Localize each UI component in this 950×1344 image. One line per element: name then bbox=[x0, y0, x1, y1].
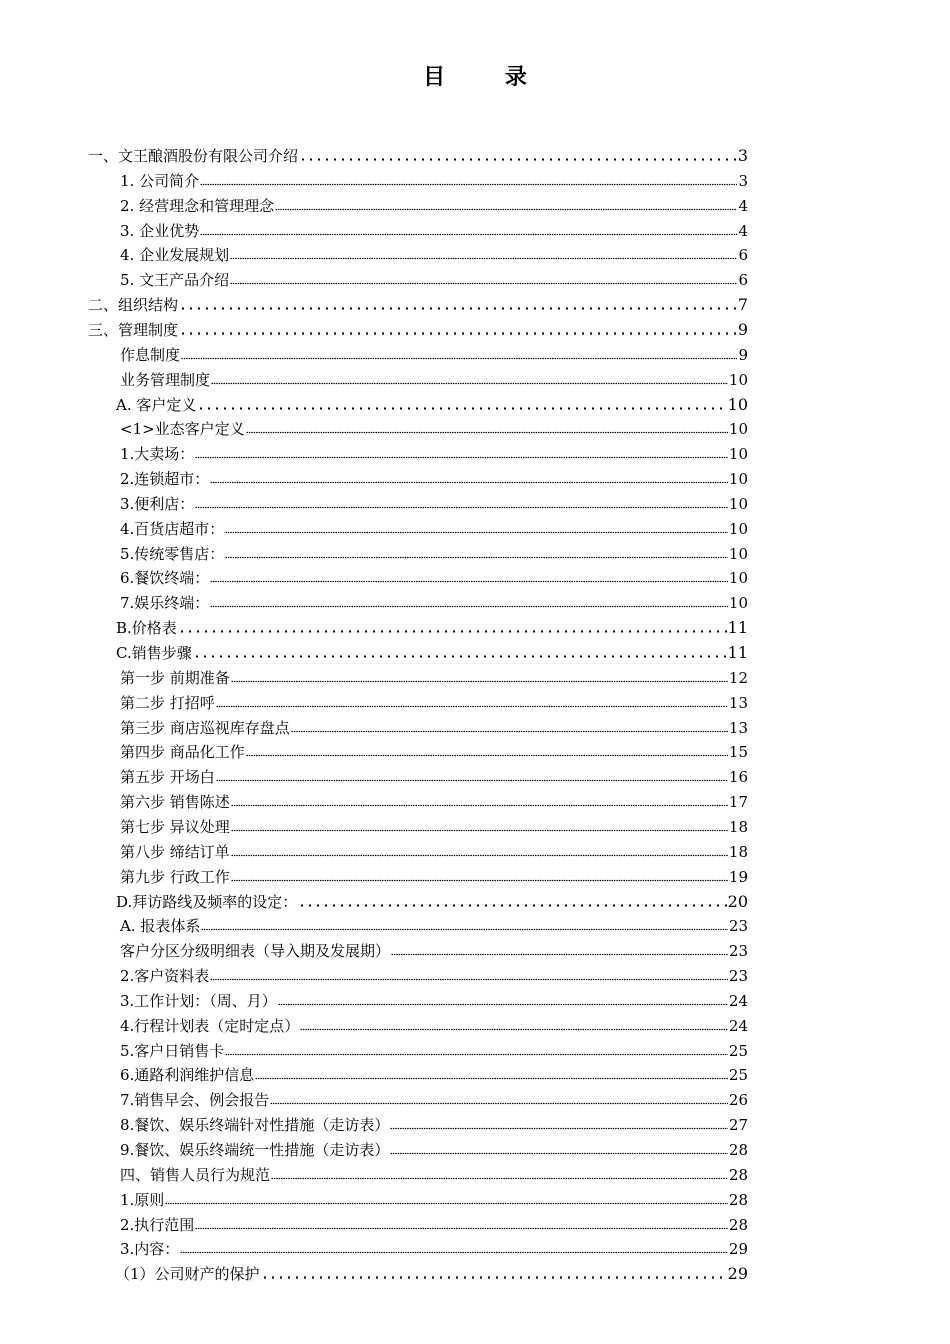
toc-entry-page-number: 28 bbox=[728, 1141, 748, 1159]
toc-entry-title: 第六步 销售陈述 bbox=[120, 793, 230, 812]
toc-entry[interactable] bbox=[120, 1185, 748, 1210]
toc-entry-page-number: 18 bbox=[728, 817, 748, 836]
toc-entry[interactable] bbox=[88, 315, 748, 340]
toc-dot-leader bbox=[300, 1028, 728, 1031]
toc-entry-title: （1）公司财产的保护 bbox=[115, 1265, 260, 1284]
toc-entry-title: 2.连锁超市： bbox=[120, 470, 210, 489]
toc-entry[interactable] bbox=[120, 539, 748, 564]
toc-entry[interactable] bbox=[120, 216, 748, 241]
toc-entry[interactable] bbox=[116, 390, 748, 415]
toc-entry[interactable] bbox=[120, 688, 748, 713]
toc-entry-title: 6.通路利润维护信息 bbox=[120, 1066, 255, 1085]
toc-dot-leader bbox=[201, 928, 728, 931]
toc-entry-page-number: 13 bbox=[728, 718, 748, 737]
toc-entry-page-number: 10 bbox=[728, 445, 748, 464]
toc-dot-leader bbox=[231, 680, 728, 683]
toc-entry-page-number: 28 bbox=[728, 1215, 748, 1234]
toc-entry-page-number: 28 bbox=[728, 1165, 748, 1184]
toc-entry[interactable] bbox=[120, 414, 748, 439]
toc-dot-leader bbox=[181, 357, 737, 360]
toc-dot-leader bbox=[200, 233, 737, 236]
toc-entry-title: 3.工作计划：（周、月） bbox=[120, 991, 277, 1010]
toc-entry-title: B.价格表 bbox=[116, 619, 177, 638]
toc-entry-title: C.销售步骤 bbox=[116, 644, 192, 662]
toc-entry[interactable] bbox=[120, 663, 748, 688]
toc-entry-page-number: 27 bbox=[728, 1116, 748, 1135]
toc-dot-leader bbox=[211, 382, 728, 385]
toc-entry-page-number: 7 bbox=[737, 295, 748, 315]
toc-entry[interactable] bbox=[120, 1060, 748, 1085]
toc-entry-title: 1.原则 bbox=[120, 1190, 165, 1209]
toc-entry-title: A. 客户定义 bbox=[116, 395, 197, 414]
toc-entry-title: 5. 文王产品介绍 bbox=[120, 271, 230, 290]
toc-entry[interactable] bbox=[120, 737, 748, 762]
toc-entry[interactable] bbox=[120, 191, 748, 216]
toc-entry-title: 第四步 商品化工作 bbox=[120, 743, 245, 762]
toc-dot-leader bbox=[216, 779, 728, 782]
toc-entry-page-number: 13 bbox=[728, 693, 748, 712]
toc-dot-leader bbox=[271, 1177, 728, 1180]
toc-dot-leader bbox=[195, 506, 728, 509]
toc-entry[interactable] bbox=[120, 340, 748, 365]
toc-entry-title: 客户分区分级明细表（导入期及发展期） bbox=[120, 942, 391, 961]
toc-dot-leader bbox=[195, 1227, 728, 1230]
toc-entry-title: 2.客户资料表 bbox=[120, 967, 210, 986]
toc-dot-leader bbox=[210, 580, 728, 583]
toc-dot-leader bbox=[179, 307, 737, 310]
toc-entry-page-number: 9 bbox=[738, 345, 748, 364]
toc-entry[interactable] bbox=[116, 887, 748, 912]
toc-entry-page-number: 11 bbox=[727, 618, 748, 638]
toc-entry-title: 5.传统零售店： bbox=[120, 544, 225, 563]
toc-entry-page-number: 23 bbox=[728, 917, 748, 936]
toc-entry[interactable] bbox=[88, 290, 748, 315]
toc-entry-title: 4.百货店超市： bbox=[120, 519, 225, 538]
toc-entry[interactable] bbox=[120, 812, 748, 837]
toc-dot-leader bbox=[165, 1202, 728, 1205]
toc-entry-title: 1. 公司简介 bbox=[120, 171, 200, 190]
toc-dot-leader bbox=[179, 332, 737, 335]
toc-entry-page-number: 20 bbox=[727, 891, 748, 911]
toc-dot-leader bbox=[275, 208, 737, 211]
toc-entry-page-number: 25 bbox=[728, 1041, 748, 1060]
toc-dot-leader bbox=[390, 1127, 728, 1130]
toc-entry-title: 业务管理制度 bbox=[120, 370, 211, 389]
toc-dot-leader bbox=[197, 407, 726, 410]
toc-entry-page-number: 4 bbox=[738, 221, 748, 240]
toc-entry-title: 第二步 打招呼 bbox=[120, 693, 215, 712]
toc-dot-leader bbox=[195, 456, 728, 459]
toc-entry-page-number: 6 bbox=[738, 246, 748, 265]
toc-entry[interactable] bbox=[120, 514, 748, 539]
toc-entry-page-number: 11 bbox=[727, 643, 748, 662]
toc-entry-title: 四、销售人员行为规范 bbox=[120, 1165, 271, 1184]
toc-dot-leader bbox=[231, 854, 728, 857]
toc-entry-title: 2.执行范围 bbox=[120, 1215, 195, 1234]
toc-entry-page-number: 23 bbox=[728, 967, 748, 986]
toc-dot-leader bbox=[390, 1152, 728, 1155]
toc-dot-leader bbox=[246, 754, 728, 757]
toc-entry[interactable] bbox=[120, 439, 748, 464]
toc-entry-page-number: 4 bbox=[738, 196, 748, 215]
toc-entry-title: 2. 经营理念和管理理念 bbox=[120, 196, 275, 215]
toc-dot-leader bbox=[278, 1003, 728, 1006]
toc-entry[interactable] bbox=[120, 911, 748, 936]
toc-dot-leader bbox=[270, 1102, 728, 1105]
toc-entry-title: <1>业态客户定义 bbox=[120, 420, 245, 439]
toc-entry[interactable] bbox=[120, 1110, 748, 1135]
toc-entry-page-number: 23 bbox=[728, 942, 748, 961]
toc-entry-page-number: 6 bbox=[738, 271, 748, 290]
toc-entry-page-number: 3 bbox=[738, 171, 748, 190]
toc-entry[interactable] bbox=[120, 936, 748, 961]
toc-entry-page-number: 26 bbox=[728, 1091, 748, 1110]
toc-entry-page-number: 17 bbox=[728, 793, 748, 812]
toc-dot-leader bbox=[299, 158, 737, 161]
toc-entry-page-number: 24 bbox=[728, 991, 748, 1010]
toc-entry-page-number: 10 bbox=[728, 494, 748, 513]
toc-entry[interactable] bbox=[120, 713, 748, 738]
toc-entry-title: 作息制度 bbox=[120, 345, 181, 364]
toc-entry-page-number: 29 bbox=[728, 1240, 748, 1259]
toc-entry-title: 8.餐饮、娱乐终端针对性措施（走访表） bbox=[120, 1116, 390, 1135]
toc-entry-title: A. 报表体系 bbox=[120, 917, 201, 936]
toc-entry-page-number: 10 bbox=[728, 544, 748, 563]
toc-entry[interactable] bbox=[120, 862, 748, 887]
toc-dot-leader bbox=[210, 605, 728, 608]
toc-dot-leader bbox=[291, 730, 728, 733]
toc-entry[interactable] bbox=[120, 1135, 748, 1160]
toc-entry-title: 二、组织结构 bbox=[88, 296, 179, 315]
toc-dot-leader bbox=[298, 904, 726, 907]
toc-entry[interactable] bbox=[120, 265, 748, 290]
toc-entry-page-number: 10 bbox=[728, 420, 748, 439]
toc-entry-page-number: 10 bbox=[728, 470, 748, 489]
toc-entry[interactable] bbox=[120, 762, 748, 787]
toc-entry-title: 1.大卖场： bbox=[120, 445, 195, 464]
toc-dot-leader bbox=[180, 1251, 728, 1254]
toc-entry-title: 9.餐饮、娱乐终端统一性措施（走访表） bbox=[120, 1141, 390, 1159]
toc-entry[interactable] bbox=[88, 141, 748, 166]
toc-entry-title: 3. 企业优势 bbox=[120, 221, 200, 240]
toc-dot-leader bbox=[193, 655, 727, 658]
toc-entry-title: 4. 企业发展规划 bbox=[120, 246, 230, 265]
toc-entry-page-number: 29 bbox=[727, 1264, 748, 1284]
toc-entry[interactable] bbox=[120, 837, 748, 862]
toc-dot-leader bbox=[210, 978, 728, 981]
toc-dot-leader bbox=[231, 804, 728, 807]
toc-entry-title: 6.餐饮终端： bbox=[120, 569, 210, 588]
toc-entry-page-number: 10 bbox=[728, 519, 748, 538]
toc-entry[interactable] bbox=[120, 588, 748, 613]
toc-entry-title: 7.销售早会、例会报告 bbox=[120, 1091, 270, 1110]
toc-dot-leader bbox=[225, 1053, 728, 1056]
toc-entry[interactable] bbox=[120, 166, 748, 191]
toc-entry[interactable] bbox=[116, 613, 748, 638]
page-title: 目 录 bbox=[423, 65, 553, 90]
toc-entry-title: 4.行程计划表（定时定点） bbox=[120, 1016, 300, 1035]
toc-entry[interactable] bbox=[120, 464, 748, 489]
toc-entry-page-number: 10 bbox=[728, 569, 748, 588]
toc-entry-title: 第八步 缔结订单 bbox=[120, 842, 230, 861]
toc-entry[interactable] bbox=[120, 1011, 748, 1036]
toc-entry-page-number: 10 bbox=[728, 370, 748, 389]
toc-entry-title: 第九步 行政工作 bbox=[120, 867, 230, 886]
toc-dot-leader bbox=[391, 953, 728, 956]
toc-entry-page-number: 16 bbox=[728, 768, 748, 787]
toc-entry-title: D.拜访路线及频率的设定： bbox=[116, 892, 298, 911]
toc-dot-leader bbox=[231, 829, 728, 832]
toc-entry[interactable] bbox=[120, 1234, 748, 1259]
toc-entry[interactable] bbox=[120, 1160, 748, 1185]
toc-entry-page-number: 25 bbox=[728, 1066, 748, 1085]
toc-dot-leader bbox=[246, 431, 728, 434]
toc-entry-page-number: 24 bbox=[728, 1016, 748, 1035]
toc-entry-title: 5.客户日销售卡 bbox=[120, 1041, 225, 1060]
toc-entry[interactable] bbox=[120, 489, 748, 514]
toc-entry-page-number: 18 bbox=[728, 842, 748, 861]
toc-dot-leader bbox=[178, 630, 727, 633]
toc-entry[interactable] bbox=[120, 961, 748, 986]
toc-entry-title: 第一步 前期准备 bbox=[120, 668, 230, 687]
toc-dot-leader bbox=[230, 257, 737, 260]
toc-entry[interactable] bbox=[120, 1210, 748, 1235]
toc-entry-page-number: 28 bbox=[728, 1190, 748, 1209]
toc-entry-page-number: 12 bbox=[728, 668, 748, 687]
toc-entry[interactable] bbox=[120, 986, 748, 1011]
toc-entry[interactable] bbox=[115, 1259, 748, 1284]
toc-entry[interactable] bbox=[120, 240, 748, 265]
toc-dot-leader bbox=[210, 481, 728, 484]
toc-dot-leader bbox=[200, 183, 737, 186]
toc-entry[interactable] bbox=[116, 638, 748, 663]
toc-dot-leader bbox=[230, 282, 737, 285]
toc-entry-title: 7.娱乐终端： bbox=[120, 594, 210, 613]
toc-entry[interactable] bbox=[120, 563, 748, 588]
toc-dot-leader bbox=[216, 705, 728, 708]
toc-entry-title: 第三步 商店巡视库存盘点 bbox=[120, 718, 290, 737]
toc-entry-page-number: 15 bbox=[728, 743, 748, 762]
toc-dot-leader bbox=[225, 531, 728, 534]
toc-entry-title: 三、管理制度 bbox=[88, 320, 179, 339]
toc-dot-leader bbox=[261, 1276, 727, 1279]
toc-entry-title: 第五步 开场白 bbox=[120, 768, 215, 787]
toc-entry-title: 3.内容： bbox=[120, 1240, 180, 1259]
toc-entry[interactable] bbox=[120, 787, 748, 812]
toc-entry-page-number: 19 bbox=[728, 867, 748, 886]
toc-entry-page-number: 10 bbox=[727, 394, 748, 414]
toc-entry-page-number: 3 bbox=[737, 146, 748, 165]
toc-entry-title: 第七步 异议处理 bbox=[120, 817, 230, 836]
toc-entry-page-number: 10 bbox=[728, 594, 748, 613]
toc-dot-leader bbox=[255, 1077, 728, 1080]
toc-entry[interactable] bbox=[120, 1085, 748, 1110]
toc-entry-title: 3.便利店： bbox=[120, 494, 195, 513]
toc-entry-title: 一、文王酿酒股份有限公司介绍 bbox=[88, 147, 299, 165]
toc-dot-leader bbox=[231, 879, 728, 882]
toc-dot-leader bbox=[225, 556, 728, 559]
toc-entry[interactable] bbox=[120, 1036, 748, 1061]
toc-entry[interactable] bbox=[120, 365, 748, 390]
toc-entry-page-number: 9 bbox=[737, 319, 748, 339]
